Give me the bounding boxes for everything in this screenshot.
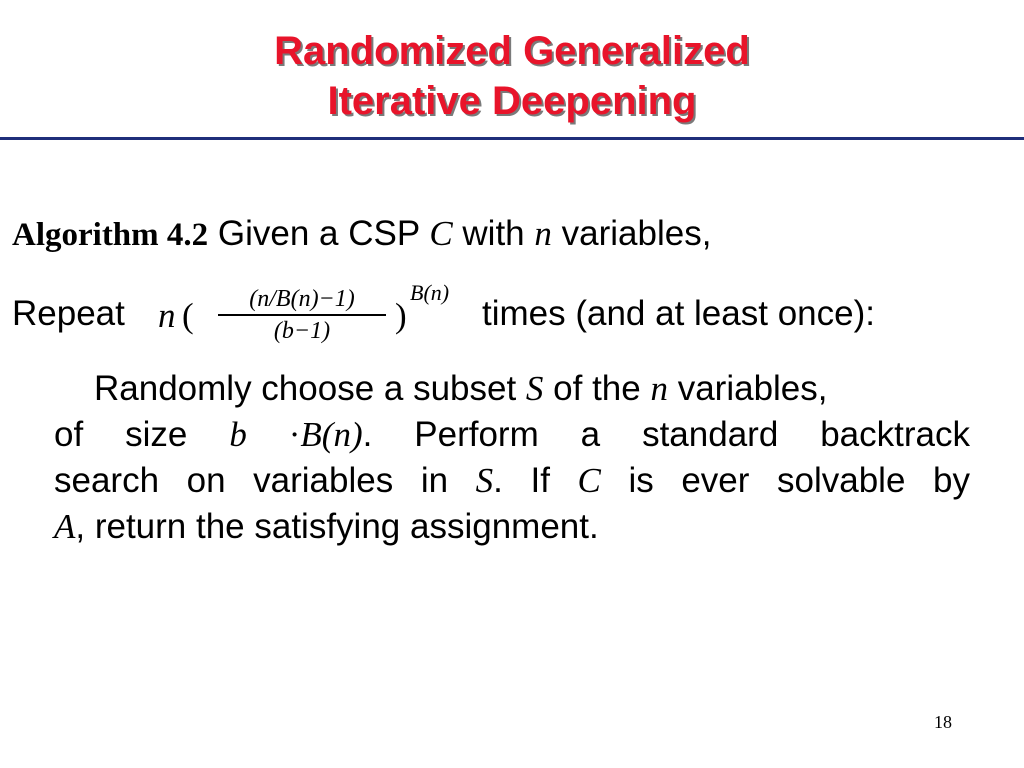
slide-title-line-1: Randomized Generalized — [274, 29, 750, 73]
body-text: variables, — [677, 369, 828, 408]
body-text: is ever solvable by — [628, 461, 970, 500]
title-divider — [0, 137, 1024, 140]
close-paren: ) — [395, 296, 407, 335]
bn-symbol: B(n) — [300, 415, 363, 454]
b-symbol: b — [229, 415, 247, 454]
body-line-3 — [54, 458, 970, 504]
body-line-4 — [54, 504, 970, 550]
n-symbol: n — [650, 369, 668, 408]
algorithm-body — [54, 366, 970, 550]
repeat-times-text: times (and at least once): — [482, 294, 875, 333]
csp-symbol: C — [429, 214, 453, 253]
algorithm-header-line — [12, 214, 711, 254]
exponent: B(n) — [410, 280, 450, 305]
fraction-numerator: (n/B(n)−1) — [249, 286, 355, 312]
body-line-2 — [54, 412, 970, 458]
repeat-n-symbol: n — [158, 296, 176, 335]
repeat-fraction — [212, 284, 392, 346]
n-symbol: n — [534, 214, 552, 253]
repeat-label: Repeat — [12, 294, 125, 333]
body-text: . — [362, 415, 373, 454]
subset-symbol: S — [525, 369, 544, 408]
subset-symbol: S — [475, 461, 494, 500]
slide-title — [0, 26, 1024, 126]
line1-text-2: with — [462, 214, 525, 253]
open-paren: ( — [182, 296, 194, 335]
body-text: of the — [553, 369, 641, 408]
line1-text-3: variables, — [561, 214, 712, 253]
body-line-1 — [54, 366, 970, 412]
page-number: 18 — [934, 712, 952, 732]
body-text: of size — [54, 415, 188, 454]
line1-text-1: Given a CSP — [217, 214, 420, 253]
slide-title-line-2: Iterative Deepening — [327, 79, 697, 123]
body-text: Perform a standard backtrack — [414, 415, 970, 454]
body-text: search on variables in — [54, 461, 449, 500]
algorithm-a-symbol: A — [54, 507, 76, 546]
body-text: Randomly choose a subset — [94, 369, 517, 408]
multiply-dot: · — [288, 415, 301, 454]
body-text: , return the satisfying assignment. — [75, 507, 599, 546]
fraction-denominator: (b−1) — [273, 318, 331, 344]
algorithm-label: Algorithm 4.2 — [12, 217, 209, 253]
csp-symbol: C — [577, 461, 601, 500]
body-text: . If — [493, 461, 550, 500]
